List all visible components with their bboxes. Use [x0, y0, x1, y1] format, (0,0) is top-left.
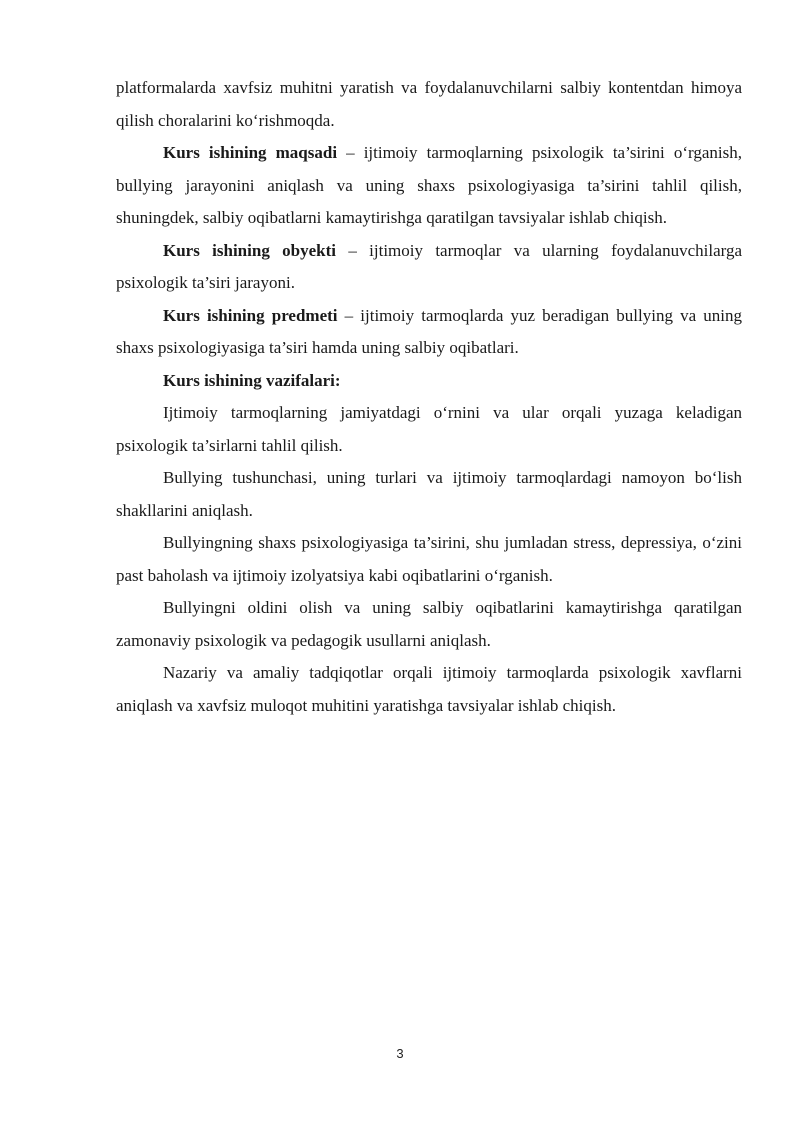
- paragraph-heading: Kurs ishining obyekti: [163, 240, 336, 260]
- paragraph-text: – ijtimoiy tarmoqlarning psixologik ta’sirini o‘rganish, bullying jarayonini aniqlash va uning shaxs psixologiyasiga ta’sirini tahlil qilish, shuningdek, salbiy oqibatlarni kamaytirishga qaratilgan tavsiyalar ishlab chiqish.: [116, 143, 742, 227]
- paragraph-course-subject: [116, 300, 742, 365]
- paragraph-text: Ijtimoiy tarmoqlarning jamiyatdagi o‘rnini va ular orqali yuzaga keladigan psixologik ta’sirlarni tahlil qilish.: [116, 403, 742, 455]
- paragraph-heading: Kurs ishining maqsadi: [163, 143, 338, 162]
- paragraph-continuation: [116, 72, 742, 137]
- paragraph-text: Bullyingni oldini olish va uning salbiy oqibatlarini kamaytirishga qaratilgan zamonaviy psixologik va pedagogik usullarni aniqlash.: [116, 598, 742, 650]
- paragraph-text: Bullying tushunchasi, uning turlari va ijtimoiy tarmoqlardagi namoyon bo‘lish shakllarini aniqlash.: [116, 468, 742, 520]
- paragraph-task-2: [116, 462, 742, 527]
- paragraph-task-4: [116, 592, 742, 657]
- paragraph-course-goal: [116, 137, 742, 235]
- paragraph-heading: Kurs ishining vazifalari:: [163, 370, 341, 390]
- document-page: [116, 72, 742, 722]
- paragraph-task-3: [116, 527, 742, 592]
- paragraph-text: platformalarda xavfsiz muhitni yaratish va foydalanuvchilarni salbiy kontentdan himoya qilish choralarini ko‘rishmoqda.: [116, 78, 742, 130]
- page-number: 3: [396, 1046, 404, 1061]
- paragraph-text: – ijtimoiy tarmoqlarda yuz beradigan bullying va uning shaxs psixologiyasiga ta’siri hamda uning salbiy oqibatlari.: [116, 305, 742, 357]
- paragraph-course-object: [116, 235, 742, 300]
- paragraph-text: Nazariy va amaliy tadqiqotlar orqali ijtimoiy tarmoqlarda psixologik xavflarni aniqlash va xavfsiz muloqot muhitini yaratishga tavsiyalar ishlab chiqish.: [116, 663, 742, 715]
- paragraph-text: Bullyingning shaxs psixologiyasiga ta’sirini, shu jumladan stress, depressiya, o‘zini past baholash va ijtimoiy izolyatsiya kabi oqibatlarini o‘rganish.: [116, 533, 742, 585]
- paragraph-task-5: [116, 657, 742, 722]
- paragraph-course-tasks-heading: [116, 365, 742, 398]
- paragraph-heading: Kurs ishining predmeti: [163, 305, 338, 325]
- paragraph-task-1: [116, 397, 742, 462]
- paragraph-text: – ijtimoiy tarmoqlar va ularning foydalanuvchilarga psixologik ta’siri jarayoni.: [116, 240, 743, 292]
